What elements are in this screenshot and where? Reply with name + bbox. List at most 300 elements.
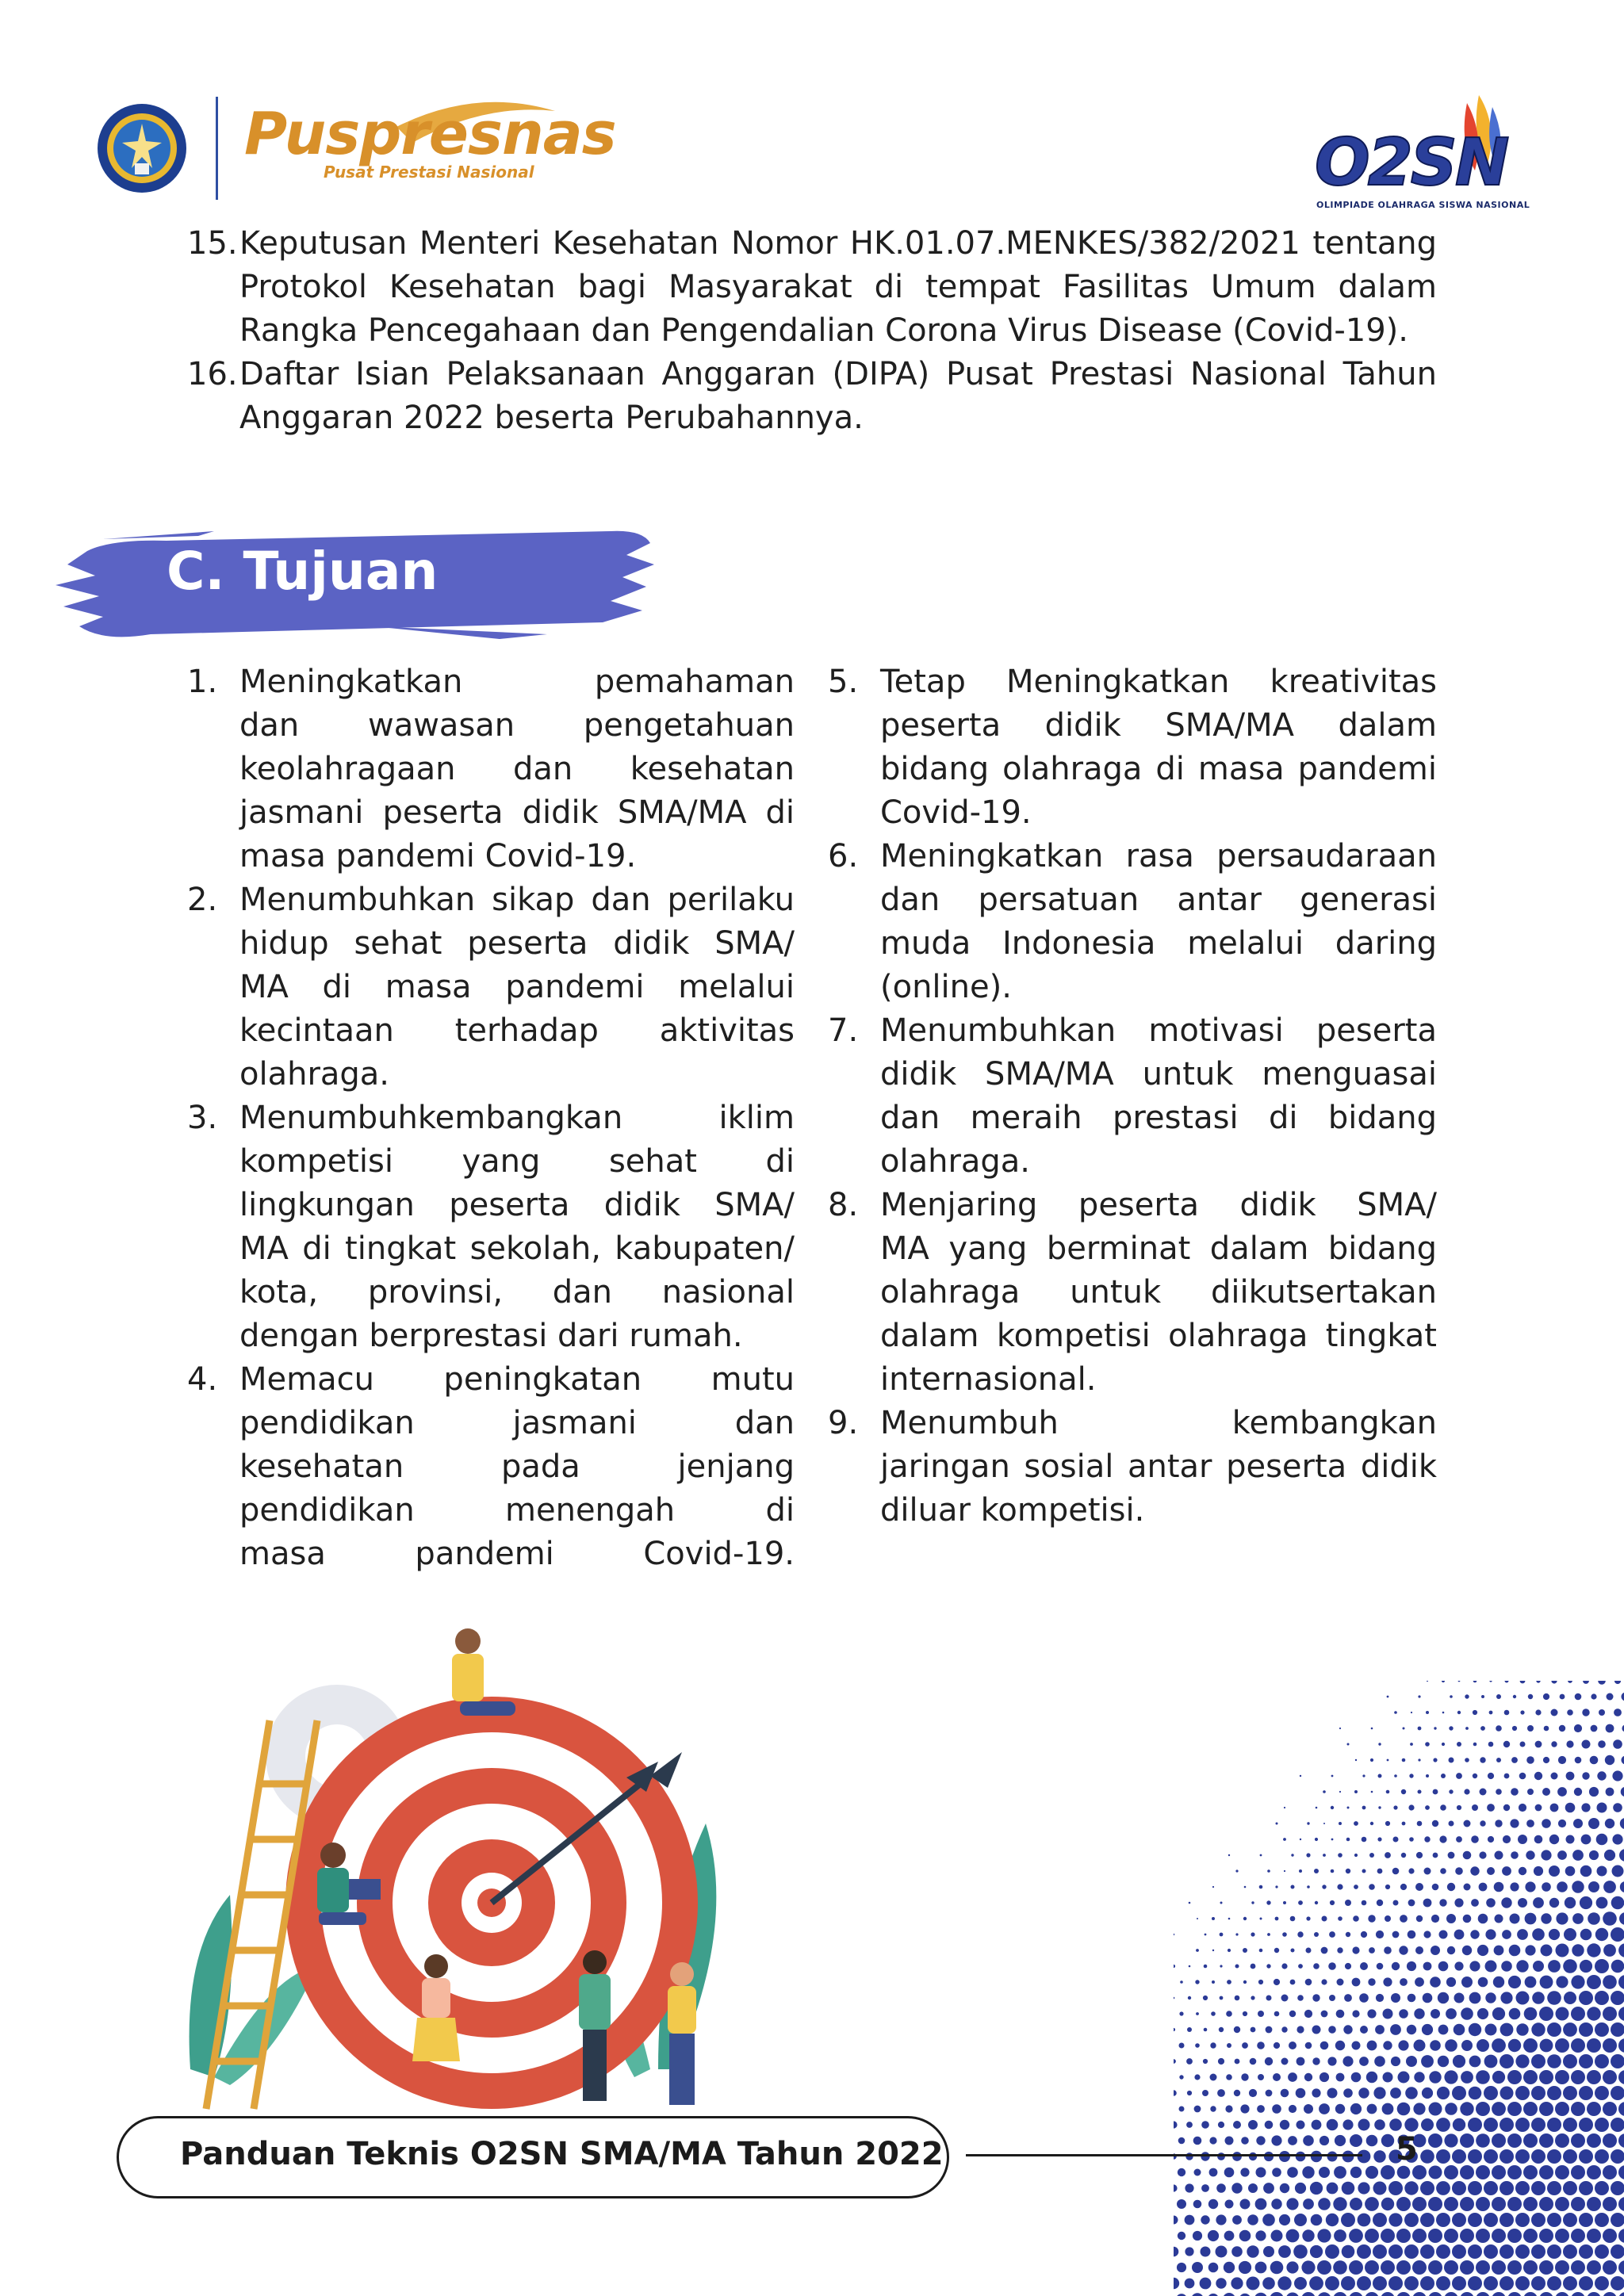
halftone-dot bbox=[1571, 2197, 1585, 2211]
halftone-dot bbox=[1179, 2011, 1183, 2015]
halftone-dot bbox=[1527, 1789, 1534, 1795]
halftone-dot bbox=[1587, 2197, 1601, 2211]
halftone-dot bbox=[1407, 1961, 1416, 1971]
halftone-dot bbox=[1282, 1932, 1287, 1937]
halftone-dot bbox=[1440, 1804, 1446, 1811]
halftone-dot bbox=[1234, 2026, 1240, 2033]
halftone-dot bbox=[1255, 2198, 1267, 2210]
halftone-dot bbox=[1263, 2246, 1274, 2257]
halftone-dot bbox=[1484, 2149, 1498, 2164]
halftone-dot bbox=[1319, 2167, 1330, 2178]
goal-line: Meningkatkan rasa persaudaraan bbox=[880, 838, 1437, 874]
halftone-dot bbox=[1415, 1977, 1424, 1987]
halftone-dot bbox=[1566, 1772, 1575, 1781]
halftone-dot bbox=[1603, 2229, 1617, 2243]
halftone-dot bbox=[1559, 1725, 1565, 1732]
halftone-dot bbox=[1312, 2026, 1321, 2034]
halftone-dot bbox=[1587, 2133, 1601, 2148]
halftone-dot bbox=[1607, 1693, 1614, 1701]
halftone-dot bbox=[1572, 1881, 1584, 1892]
halftone-dot bbox=[1345, 1900, 1351, 1906]
halftone-dot bbox=[1241, 2137, 1249, 2145]
halftone-dot bbox=[1312, 2088, 1320, 2097]
halftone-dot bbox=[1473, 1681, 1477, 1682]
halftone-dot bbox=[1444, 2165, 1458, 2179]
halftone-dot bbox=[1500, 1992, 1512, 2003]
halftone-dot bbox=[1387, 1759, 1389, 1762]
halftone-dot bbox=[1415, 1946, 1423, 1954]
halftone-dot bbox=[1533, 1961, 1544, 1972]
halftone-dot bbox=[1408, 1931, 1416, 1939]
halftone-dot bbox=[1571, 2292, 1585, 2296]
halftone-dot bbox=[1373, 2182, 1387, 2195]
halftone-dot bbox=[1598, 1681, 1606, 1685]
halftone-dot bbox=[1210, 2074, 1217, 2081]
halftone-dot bbox=[1322, 1885, 1326, 1888]
halftone-dot bbox=[1476, 2229, 1490, 2243]
halftone-dot bbox=[1257, 2105, 1265, 2113]
halftone-dot bbox=[1343, 2088, 1353, 2098]
halftone-dot bbox=[1556, 2007, 1569, 2021]
halftone-dot bbox=[1174, 2184, 1178, 2191]
halftone-dot bbox=[1174, 2090, 1177, 2096]
halftone-dot bbox=[1401, 1789, 1406, 1794]
halftone-dot bbox=[1611, 2118, 1624, 2132]
halftone-dot bbox=[1339, 1728, 1341, 1729]
halftone-dot bbox=[1390, 2087, 1401, 2099]
halftone-dot bbox=[1342, 2056, 1353, 2066]
halftone-dot bbox=[1476, 2102, 1490, 2116]
halftone-dot bbox=[1484, 2118, 1498, 2132]
halftone-dot bbox=[1597, 1771, 1606, 1780]
halftone-dot bbox=[1507, 2070, 1522, 2084]
halftone-dot bbox=[1177, 2199, 1186, 2209]
halftone-dot bbox=[1503, 1741, 1510, 1747]
halftone-dot bbox=[1571, 2260, 1585, 2275]
halftone-dot bbox=[1595, 1959, 1609, 1973]
halftone-dot bbox=[1384, 1946, 1392, 1954]
halftone-dot bbox=[1596, 1834, 1608, 1846]
halftone-dot bbox=[1219, 2027, 1224, 2032]
halftone-dot bbox=[1622, 1756, 1624, 1765]
halftone-dot bbox=[1343, 2025, 1352, 2034]
halftone-dot bbox=[1412, 2229, 1427, 2243]
goal-line: MA di tingkat sekolah, kabupaten/ bbox=[239, 1230, 795, 1267]
halftone-dot bbox=[1239, 2261, 1251, 2274]
halftone-dot bbox=[1473, 1710, 1477, 1715]
halftone-dot bbox=[1426, 1711, 1429, 1714]
halftone-dot bbox=[1565, 1866, 1576, 1877]
halftone-dot bbox=[1286, 2198, 1298, 2210]
halftone-dot bbox=[1580, 1896, 1592, 1909]
halftone-dot bbox=[1289, 2105, 1297, 2113]
halftone-dot bbox=[1358, 2087, 1369, 2098]
halftone-dot bbox=[1519, 1867, 1526, 1875]
halftone-dot bbox=[1307, 1885, 1310, 1888]
halftone-dot bbox=[1255, 2230, 1266, 2241]
halftone-dot bbox=[1428, 2133, 1442, 2148]
halftone-dot bbox=[1492, 2165, 1506, 2179]
halftone-dot bbox=[1611, 1896, 1624, 1910]
halftone-dot bbox=[1320, 2136, 1329, 2145]
halftone-dot bbox=[1422, 2087, 1433, 2099]
halftone-dot bbox=[1566, 1835, 1575, 1844]
halftone-dot bbox=[1365, 2166, 1378, 2179]
halftone-dot bbox=[1186, 2122, 1193, 2128]
halftone-dot bbox=[1557, 1881, 1568, 1892]
halftone-dot bbox=[1378, 1774, 1382, 1778]
halftone-dot bbox=[1525, 1976, 1537, 1988]
halftone-dot bbox=[1422, 2024, 1433, 2035]
halftone-dot bbox=[1565, 1897, 1576, 1908]
halftone-dot bbox=[1283, 1838, 1286, 1841]
halftone-dot bbox=[1484, 2276, 1498, 2290]
halftone-dot bbox=[1468, 2118, 1482, 2132]
halftone-dot bbox=[1606, 1724, 1614, 1733]
halftone-dot bbox=[1484, 2244, 1498, 2259]
halftone-dot bbox=[1331, 1839, 1334, 1841]
halftone-dot bbox=[1579, 2022, 1593, 2037]
halftone-dot bbox=[1421, 2118, 1434, 2131]
halftone-dot bbox=[1480, 1789, 1487, 1796]
halftone-dot bbox=[1373, 2087, 1385, 2099]
halftone-dot bbox=[1424, 1868, 1431, 1875]
halftone-dot bbox=[1555, 2038, 1569, 2053]
halftone-dot bbox=[1362, 1774, 1365, 1777]
halftone-dot bbox=[1266, 1964, 1270, 1968]
halftone-dot bbox=[1507, 2165, 1522, 2179]
halftone-dot bbox=[1290, 1916, 1296, 1922]
goal-line: pendidikan menengah di bbox=[239, 1492, 795, 1529]
halftone-dot bbox=[1500, 2023, 1514, 2037]
halftone-dot bbox=[1211, 2011, 1216, 2016]
halftone-dot bbox=[1202, 2090, 1208, 2096]
halftone-dot bbox=[1331, 1806, 1334, 1809]
halftone-dot bbox=[1333, 2292, 1347, 2296]
halftone-dot bbox=[1535, 1741, 1542, 1748]
halftone-dot bbox=[1396, 2197, 1411, 2211]
halftone-dot bbox=[1611, 2276, 1624, 2290]
halftone-dot bbox=[1240, 2104, 1249, 2113]
halftone-dot bbox=[1557, 1850, 1567, 1860]
halftone-dot bbox=[1249, 2089, 1257, 2097]
halftone-dot bbox=[1414, 2040, 1426, 2052]
halftone-dot bbox=[1511, 1788, 1519, 1796]
halftone-dot bbox=[1614, 1709, 1622, 1716]
halftone-dot bbox=[1303, 2135, 1314, 2146]
halftone-dot bbox=[1345, 1963, 1351, 1969]
halftone-dot bbox=[1283, 1901, 1286, 1904]
halftone-dot bbox=[1408, 1868, 1414, 1873]
halftone-dot bbox=[1251, 1964, 1256, 1969]
halftone-dot bbox=[1551, 1741, 1557, 1747]
halftone-dot bbox=[1464, 1789, 1469, 1794]
halftone-dot bbox=[1469, 1961, 1480, 1971]
halftone-dot bbox=[1595, 2181, 1609, 2195]
halftone-dot bbox=[1611, 2086, 1624, 2100]
goal-line: kecintaan terhadap aktivitas bbox=[239, 1012, 795, 1049]
halftone-dot bbox=[1225, 2200, 1234, 2209]
halftone-dot bbox=[1335, 2104, 1345, 2114]
halftone-dot bbox=[1270, 2292, 1284, 2296]
halftone-dot bbox=[1618, 2038, 1624, 2053]
halftone-dot bbox=[1218, 2058, 1224, 2064]
halftone-dot bbox=[1431, 1915, 1439, 1923]
halftone-dot bbox=[1385, 1821, 1390, 1826]
halftone-dot bbox=[1500, 2149, 1514, 2164]
halftone-dot bbox=[1587, 2229, 1601, 2243]
halftone-dot bbox=[1525, 1881, 1535, 1892]
halftone-dot bbox=[1523, 2165, 1538, 2179]
halftone-dot bbox=[1579, 1991, 1593, 2005]
halftone-dot bbox=[1444, 2133, 1457, 2147]
halftone-dot bbox=[1556, 1912, 1568, 1924]
halftone-dot bbox=[1479, 1883, 1488, 1892]
halftone-dot bbox=[1587, 2292, 1601, 2296]
halftone-dot bbox=[1357, 2276, 1371, 2290]
halftone-dot bbox=[1492, 2071, 1505, 2084]
halftone-dot bbox=[1342, 2151, 1354, 2163]
halftone-dot bbox=[1400, 1884, 1407, 1890]
halftone-dot bbox=[1555, 2229, 1569, 2243]
halftone-dot bbox=[1220, 1902, 1223, 1904]
halftone-dot bbox=[1243, 2011, 1247, 2016]
halftone-dot bbox=[1503, 1835, 1511, 1843]
halftone-dot bbox=[1228, 1918, 1231, 1920]
halftone-dot bbox=[1549, 1835, 1559, 1844]
halftone-dot bbox=[1516, 1992, 1530, 2005]
halftone-dot bbox=[1564, 1928, 1576, 1941]
halftone-dot bbox=[1515, 2086, 1530, 2100]
halftone-dot bbox=[1621, 1787, 1624, 1797]
halftone-dot bbox=[1446, 1914, 1456, 1923]
halftone-dot bbox=[1470, 1866, 1479, 1875]
halftone-dot bbox=[1579, 2181, 1593, 2195]
halftone-dot bbox=[1505, 1681, 1509, 1683]
halftone-dot bbox=[1588, 1818, 1599, 1829]
halftone-dot bbox=[1357, 2244, 1371, 2259]
halftone-dot bbox=[1496, 1758, 1501, 1762]
halftone-dot bbox=[1515, 2149, 1530, 2164]
halftone-dot bbox=[1439, 1899, 1446, 1906]
halftone-dot bbox=[1243, 1917, 1247, 1920]
halftone-dot bbox=[1563, 2054, 1577, 2068]
halftone-dot bbox=[1520, 1742, 1526, 1747]
halftone-dot bbox=[1463, 1851, 1472, 1860]
halftone-dot bbox=[1178, 2232, 1185, 2240]
halftone-dot bbox=[1452, 2181, 1466, 2195]
halftone-dot bbox=[1365, 2197, 1379, 2211]
halftone-dot bbox=[1460, 2133, 1474, 2148]
halftone-dot bbox=[1555, 2292, 1569, 2296]
halftone-dot bbox=[1547, 2118, 1561, 2132]
halftone-dot bbox=[1298, 1964, 1303, 1969]
halftone-dot bbox=[1563, 2181, 1577, 2195]
halftone-dot bbox=[1579, 2118, 1593, 2132]
halftone-dot bbox=[1580, 1929, 1592, 1941]
halftone-dot bbox=[1388, 2181, 1403, 2195]
halftone-dot bbox=[1376, 1994, 1384, 2002]
halftone-dot bbox=[1412, 2260, 1427, 2275]
halftone-dot bbox=[1338, 1853, 1342, 1858]
halftone-dot bbox=[1604, 1850, 1615, 1861]
item-line: Rangka Pencegahaan dan Pengendalian Corona Virus Disease (Covid-19). bbox=[239, 312, 1408, 349]
halftone-dot bbox=[1579, 2213, 1593, 2227]
halftone-dot bbox=[1383, 2072, 1393, 2083]
halftone-dot bbox=[1622, 1693, 1624, 1701]
halftone-dot bbox=[1424, 1836, 1430, 1842]
halftone-dot bbox=[1235, 1965, 1239, 1969]
halftone-dot bbox=[1279, 2214, 1290, 2225]
halftone-dot bbox=[1509, 1945, 1521, 1957]
halftone-dot bbox=[1393, 1805, 1397, 1809]
halftone-dot bbox=[1452, 2086, 1466, 2100]
halftone-dot bbox=[1496, 1725, 1502, 1732]
halftone-dot bbox=[1392, 1931, 1400, 1938]
halftone-dot bbox=[1421, 2055, 1434, 2068]
halftone-dot bbox=[1378, 1743, 1381, 1745]
halftone-dot bbox=[1568, 1681, 1572, 1683]
halftone-dot bbox=[1386, 1790, 1390, 1794]
halftone-dot bbox=[1500, 2054, 1514, 2068]
halftone-dot bbox=[1460, 2260, 1474, 2275]
goal-line: pendidikan jasmani dan bbox=[239, 1405, 795, 1441]
halftone-dot bbox=[1582, 1709, 1589, 1716]
halftone-dot bbox=[1317, 2292, 1331, 2296]
halftone-dot bbox=[1575, 1757, 1582, 1764]
halftone-dot bbox=[1543, 1693, 1549, 1700]
halftone-dot bbox=[1492, 2038, 1506, 2053]
halftone-dot bbox=[1566, 1740, 1573, 1747]
halftone-dot bbox=[1367, 2104, 1377, 2114]
halftone-dot bbox=[1540, 2039, 1553, 2053]
halftone-dot bbox=[1531, 2054, 1545, 2068]
halftone-dot bbox=[1291, 1854, 1293, 1856]
halftone-dot bbox=[1465, 1758, 1469, 1762]
halftone-dot bbox=[1336, 2010, 1345, 2019]
halftone-dot bbox=[1556, 1976, 1568, 1988]
halftone-dot bbox=[1189, 1902, 1191, 1904]
halftone-dot bbox=[1599, 1709, 1605, 1716]
halftone-dot bbox=[1377, 1837, 1381, 1841]
halftone-dot bbox=[1446, 1977, 1456, 1987]
halftone-dot bbox=[1438, 2025, 1449, 2035]
halftone-dot bbox=[1327, 2183, 1339, 2195]
brand-name: Puspresnas bbox=[244, 100, 616, 168]
halftone-dot bbox=[1549, 1929, 1560, 1940]
halftone-dot bbox=[1511, 1851, 1519, 1859]
halftone-dot bbox=[1347, 1807, 1350, 1809]
halftone-dot bbox=[1396, 2229, 1411, 2243]
halftone-dot bbox=[1531, 2244, 1545, 2259]
halftone-dot bbox=[1216, 2246, 1228, 2258]
halftone-dot bbox=[1331, 1869, 1335, 1873]
halftone-dot bbox=[1581, 1835, 1591, 1845]
halftone-dot bbox=[1305, 2042, 1312, 2049]
halftone-dot bbox=[1414, 2008, 1424, 2019]
halftone-dot bbox=[1478, 1914, 1488, 1924]
halftone-dot bbox=[1185, 2247, 1193, 2256]
halftone-dot bbox=[1595, 2118, 1609, 2132]
halftone-dot bbox=[1369, 1853, 1374, 1858]
halftone-dot bbox=[1260, 1918, 1262, 1920]
halftone-dot bbox=[1461, 2040, 1473, 2051]
halftone-dot bbox=[1603, 1911, 1617, 1926]
halftone-dot bbox=[1454, 1930, 1465, 1940]
halftone-dot bbox=[1613, 1803, 1622, 1812]
halftone-dot bbox=[1492, 2007, 1505, 2020]
halftone-dot bbox=[1186, 2058, 1193, 2064]
halftone-dot bbox=[1495, 1915, 1503, 1923]
halftone-dot bbox=[1531, 2022, 1545, 2036]
halftone-dot bbox=[1310, 2245, 1323, 2258]
halftone-dot bbox=[1501, 1961, 1512, 1972]
halftone-dot bbox=[1373, 2244, 1387, 2259]
halftone-dot bbox=[1218, 2122, 1224, 2128]
halftone-dot bbox=[1611, 2149, 1624, 2164]
halftone-dot bbox=[1320, 2042, 1329, 2050]
halftone-dot bbox=[1185, 2183, 1193, 2192]
halftone-dot bbox=[1369, 1947, 1375, 1954]
halftone-dot bbox=[1492, 2133, 1506, 2148]
halftone-dot bbox=[1174, 1965, 1175, 1968]
halftone-dot bbox=[1306, 1948, 1312, 1954]
halftone-dot bbox=[1366, 2072, 1377, 2083]
goal-line: dan wawasan pengetahuan bbox=[239, 707, 795, 744]
halftone-dot bbox=[1473, 1774, 1477, 1778]
halftone-dot bbox=[1523, 2038, 1538, 2053]
halftone-dot bbox=[1484, 2181, 1498, 2195]
halftone-dot bbox=[1313, 1963, 1320, 1969]
halftone-dot bbox=[1571, 2038, 1585, 2053]
halftone-dot bbox=[1503, 1804, 1510, 1811]
halftone-dot bbox=[1216, 2183, 1226, 2193]
page-number: 5 bbox=[1396, 2131, 1418, 2168]
halftone-dot bbox=[1525, 1913, 1537, 1925]
halftone-dot bbox=[1564, 1992, 1576, 2004]
halftone-dot bbox=[1254, 2293, 1268, 2296]
halftone-dot bbox=[1439, 1931, 1448, 1939]
halftone-dot bbox=[1200, 2278, 1212, 2290]
halftone-dot bbox=[1210, 2106, 1216, 2111]
halftone-dot bbox=[1352, 1946, 1359, 1954]
halftone-dot bbox=[1417, 1821, 1423, 1827]
halftone-dot bbox=[1612, 1834, 1622, 1844]
halftone-dot bbox=[1180, 1980, 1183, 1984]
halftone-dot bbox=[1613, 1739, 1622, 1749]
halftone-dot bbox=[1485, 1929, 1496, 1939]
halftone-dot bbox=[1404, 2118, 1418, 2131]
halftone-dot bbox=[1241, 2073, 1248, 2080]
halftone-dot bbox=[1286, 2229, 1300, 2243]
halftone-dot bbox=[1354, 1821, 1358, 1826]
halftone-dot bbox=[1449, 1789, 1453, 1793]
halftone-dot bbox=[1579, 2276, 1593, 2290]
halftone-dot bbox=[1587, 2038, 1601, 2053]
halftone-dot bbox=[1518, 1898, 1527, 1908]
halftone-dot bbox=[1301, 2260, 1315, 2274]
halftone-dot bbox=[1234, 2090, 1240, 2096]
halftone-dot bbox=[1423, 1931, 1431, 1938]
halftone-dot bbox=[1359, 2057, 1369, 2066]
halftone-dot bbox=[1193, 2200, 1202, 2209]
halftone-dot bbox=[1329, 1995, 1335, 2001]
halftone-dot bbox=[1493, 1976, 1504, 1988]
halftone-dot bbox=[1284, 1870, 1285, 1872]
halftone-dot bbox=[1390, 2024, 1401, 2035]
halftone-dot bbox=[1320, 2072, 1329, 2082]
halftone-dot bbox=[1620, 1818, 1624, 1829]
